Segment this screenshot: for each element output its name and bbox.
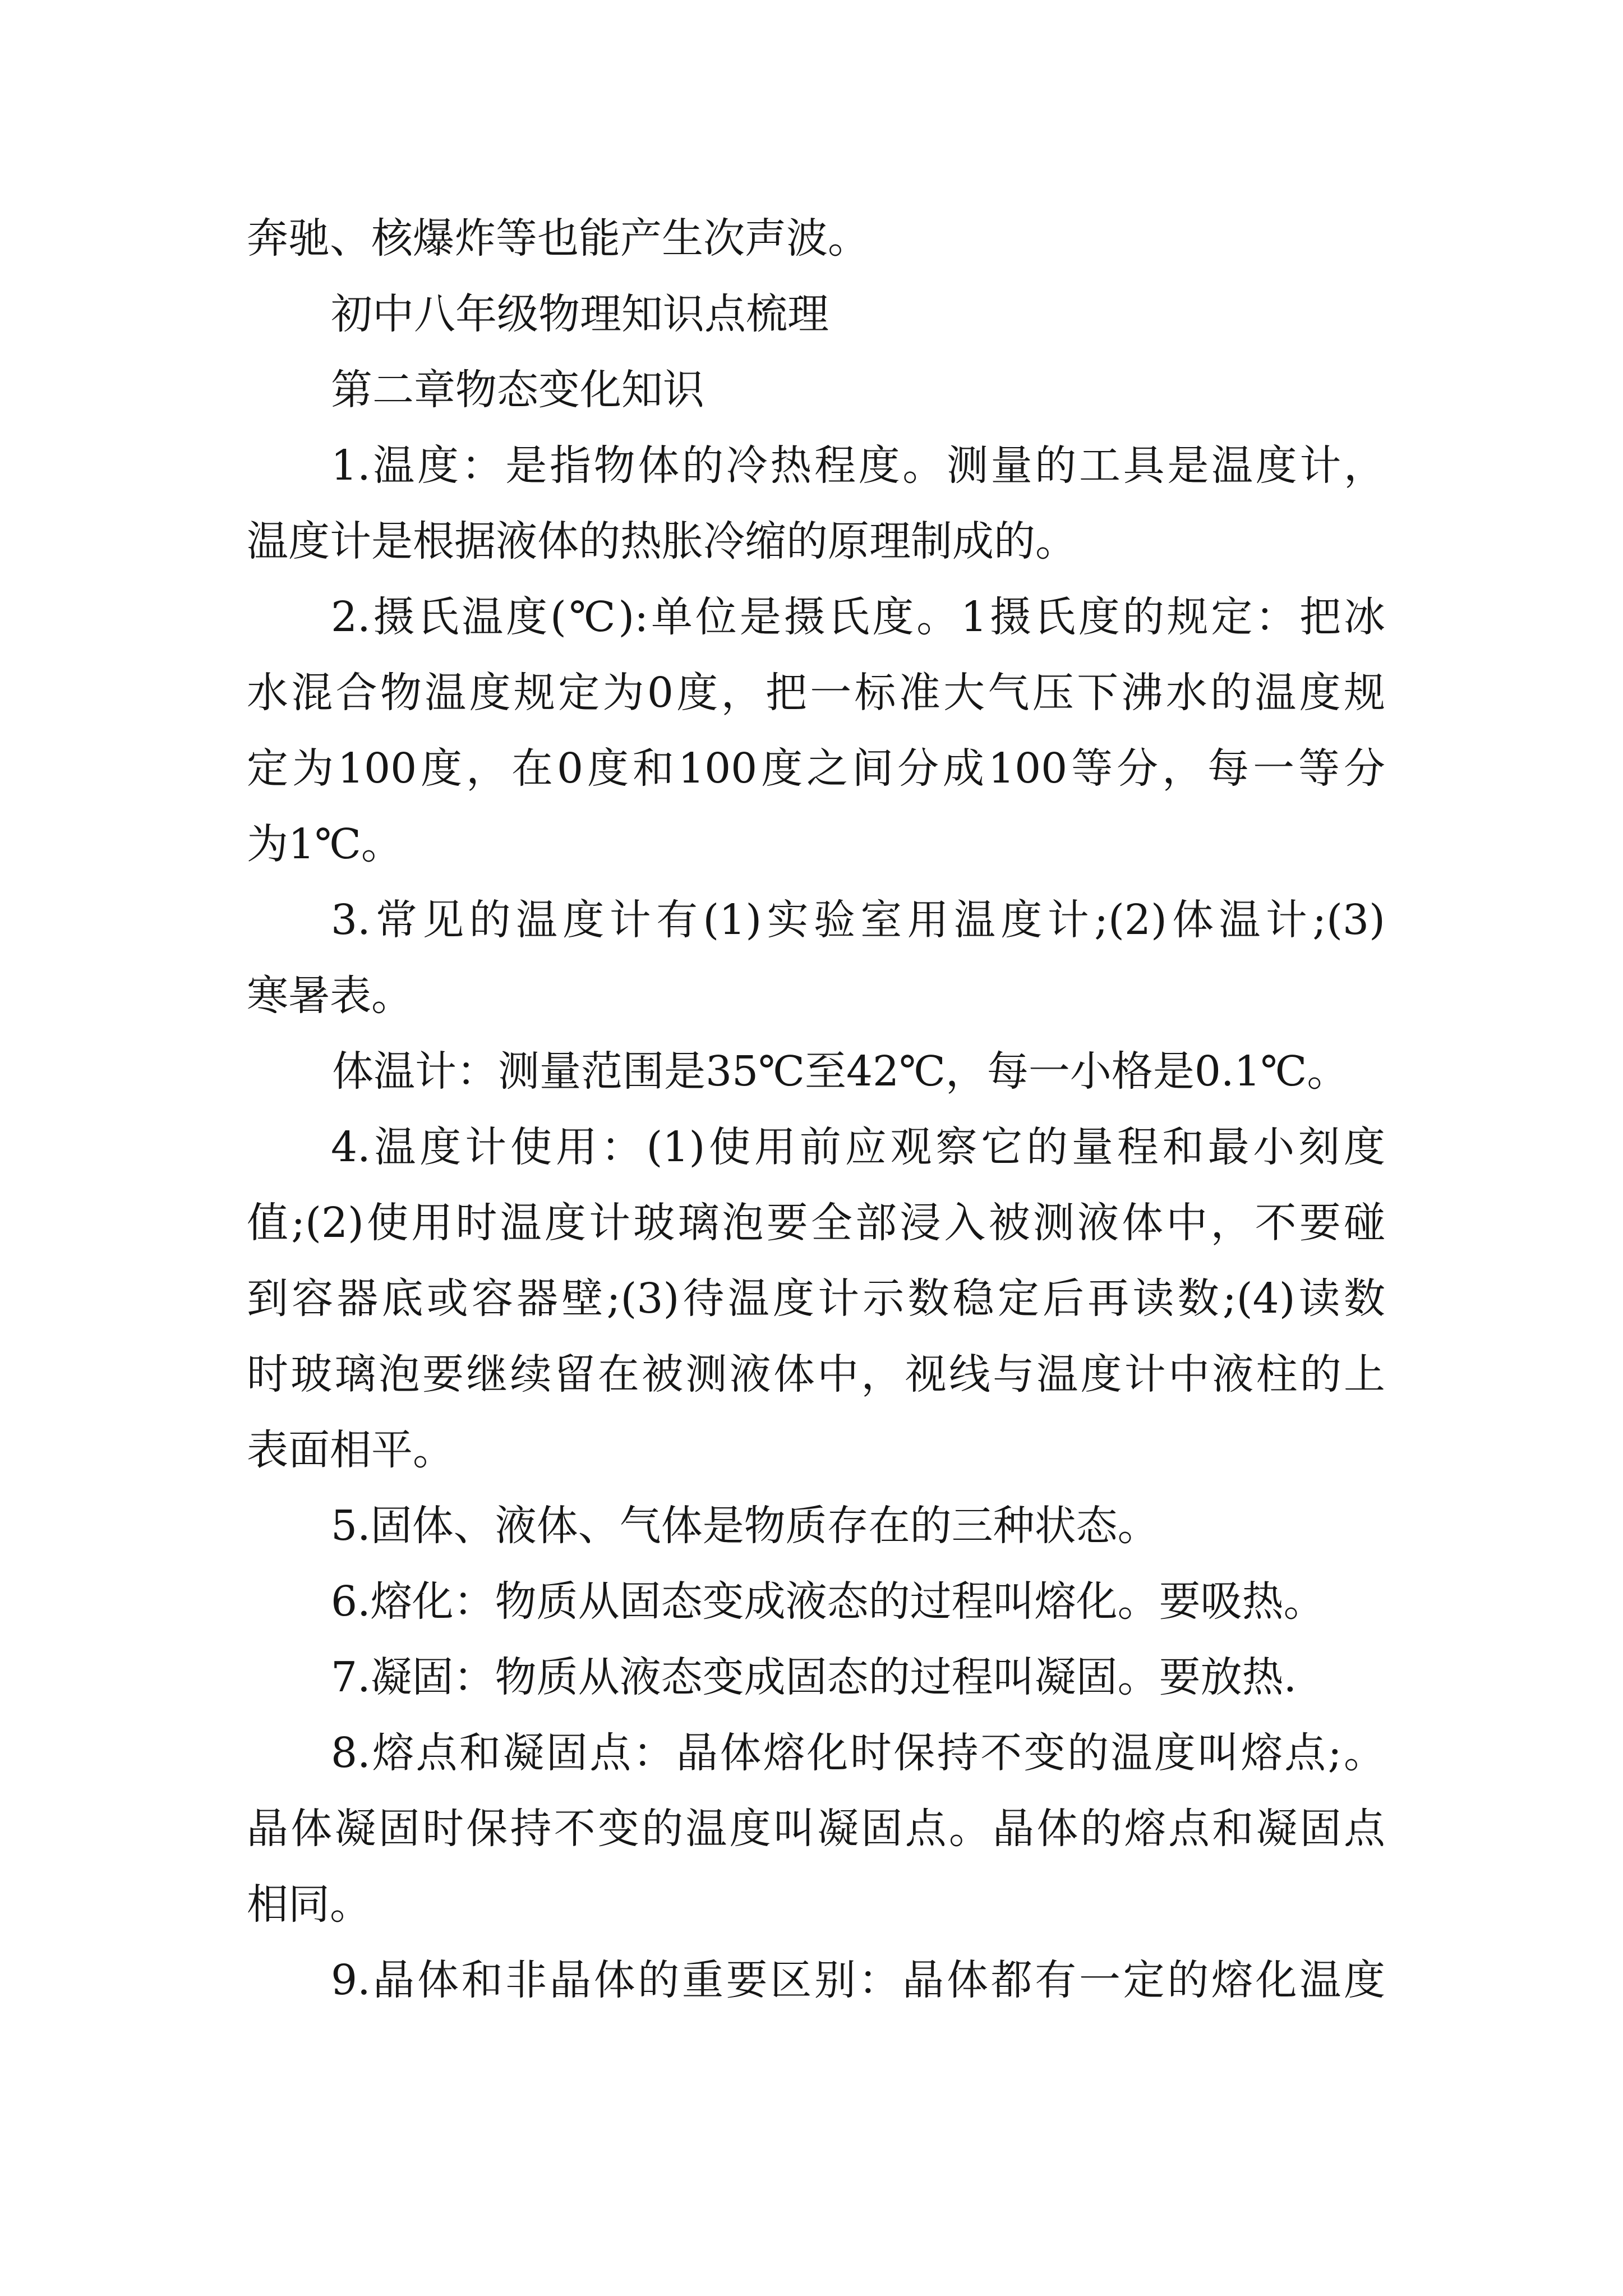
item-7: 7.凝固：物质从液态变成固态的过程叫凝固。要放热. [331,1653,1297,1701]
document-body [247,201,1385,2018]
thermometer-note: 体温计：测量范围是35℃至42℃，每一小格是0.1℃。 [332,1047,1349,1096]
item-8-line-2: 晶体凝固时保持不变的温度叫凝固点。晶体的熔点和凝固点 [247,1805,1385,1853]
item-9-line-1: 9.晶体和非晶体的重要区别：晶体都有一定的熔化温度 [331,1956,1385,2004]
item-4-line-2: 值;(2)使用时温度计玻璃泡要全部浸入被测液体中，不要碰 [247,1199,1385,1247]
item-8-line-1: 8.熔点和凝固点：晶体熔化时保持不变的温度叫熔点;。 [331,1729,1385,1777]
item-4-line-4: 时玻璃泡要继续留在被测液体中，视线与温度计中液柱的上 [247,1350,1385,1398]
item-2-line-3: 定为100度，在0度和100度之间分成100等分，每一等分 [247,744,1385,793]
section-heading: 初中八年级物理知识点梳理 [331,290,829,338]
item-1-line-1: 1.温度：是指物体的冷热程度。测量的工具是温度计， [331,441,1385,490]
chapter-heading: 第二章物态变化知识 [331,366,704,414]
item-4-line-3: 到容器底或容器壁;(3)待温度计示数稳定后再读数;(4)读数 [247,1274,1385,1323]
item-4-line-5: 表面相平。 [247,1426,454,1474]
item-3-line-2: 寒暑表。 [247,972,413,1020]
item-5: 5.固体、液体、气体是物质存在的三种状态。 [331,1502,1159,1550]
item-1-line-2: 温度计是根据液体的热胀冷缩的原理制成的。 [247,517,1077,565]
text-line-1: 奔驰、核爆炸等也能产生次声波。 [247,214,869,263]
item-2-line-1: 2.摄氏温度(℃):单位是摄氏度。1摄氏度的规定：把冰 [331,593,1385,641]
item-8-line-3: 相同。 [247,1880,371,1929]
item-3-line-1: 3.常见的温度计有(1)实验室用温度计;(2)体温计;(3) [331,896,1385,944]
item-2-line-2: 水混合物温度规定为0度，把一标准大气压下沸水的温度规 [247,669,1385,717]
item-2-line-4: 为1℃。 [247,820,403,868]
item-6: 6.熔化：物质从固态变成液态的过程叫熔化。要吸热。 [331,1577,1325,1626]
item-4-line-1: 4.温度计使用：(1)使用前应观察它的量程和最小刻度 [331,1123,1385,1171]
